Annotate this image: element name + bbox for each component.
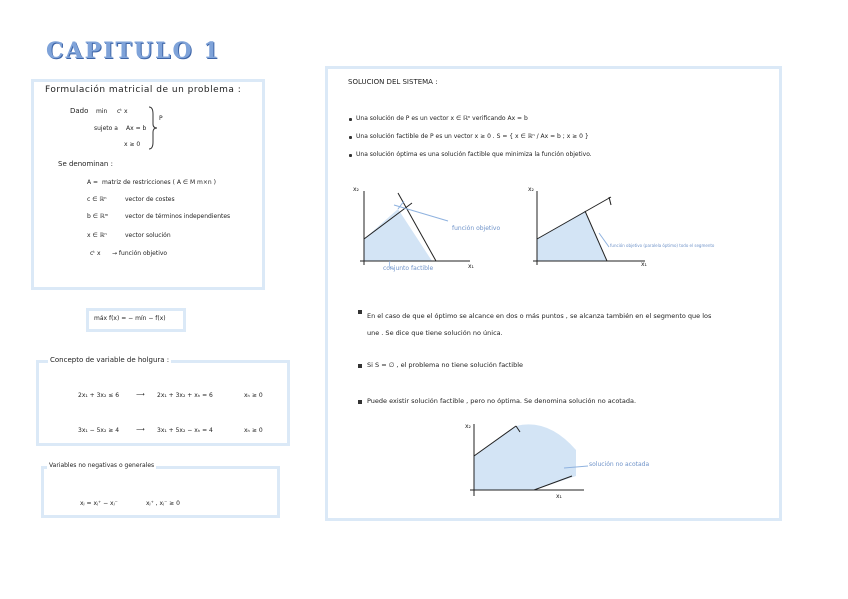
bullet-icon bbox=[349, 154, 352, 157]
bullet-icon bbox=[358, 310, 362, 314]
graph1-x1-label: x₁ bbox=[468, 263, 474, 270]
def-sym: b ∈ ℝᵐ bbox=[87, 213, 109, 220]
def-sym: A = bbox=[87, 179, 99, 186]
holgura-row2-cond: xₕ ≥ 0 bbox=[244, 427, 263, 434]
nonneg-expr: x ≥ 0 bbox=[124, 141, 141, 148]
holgura-row1-right: 2x₁ + 3x₂ + xₕ = 6 bbox=[157, 392, 213, 399]
graph-unbounded bbox=[460, 420, 600, 500]
note-unbounded: Puede existir solución factible , pero no óptima. Se denomina solución no acotada. bbox=[367, 397, 637, 405]
no-negativas-box bbox=[41, 466, 280, 518]
holgura-row2-right: 3x₁ + 5x₂ − xₕ = 4 bbox=[157, 427, 213, 434]
def-desc: vector de costes bbox=[125, 196, 175, 203]
def-desc: → función objetivo bbox=[112, 250, 168, 257]
solucion-heading: SOLUCION DEL SISTEMA : bbox=[348, 78, 438, 86]
constraint-expr: Ax = b bbox=[126, 125, 147, 132]
chapter-title: CAPITULO 1 bbox=[46, 38, 221, 64]
graph1-region-label: conjunto factible bbox=[383, 265, 434, 272]
dado-label: Dado bbox=[70, 107, 89, 115]
note-text bbox=[367, 308, 722, 342]
holgura-heading: Concepto de variable de holgura : bbox=[50, 356, 170, 364]
holgura-row1-cond: xₕ ≥ 0 bbox=[244, 392, 263, 399]
arrow-icon: ⟶ bbox=[136, 391, 145, 398]
objective-expr: cᵗ x bbox=[117, 108, 128, 115]
def-desc: matriz de restricciones ( A ∈ M m×n ) bbox=[102, 179, 216, 186]
solucion-bullet-text: Una solución factible de P es un vector x ≥ 0 . S = { x ∈ ℝⁿ / Ax = b ; x ≥ 0 } bbox=[356, 133, 589, 140]
graph1-x2-label: x₂ bbox=[353, 186, 359, 193]
bullet-icon bbox=[349, 136, 352, 139]
bullet-icon bbox=[349, 118, 352, 121]
graph2-annotation: función objetivo (paralela óptimo) todo el segmento bbox=[610, 243, 715, 248]
min-label: min bbox=[96, 108, 108, 115]
def-sym: cᵗ x bbox=[90, 250, 101, 257]
def-desc: vector solución bbox=[125, 232, 171, 239]
note-infeasible: Si S = ∅ , el problema no tiene solución factible bbox=[367, 361, 524, 369]
holgura-row2-left: 3x₁ − 5x₂ ≥ 4 bbox=[78, 427, 120, 434]
sujeto-label: sujeto a bbox=[94, 125, 118, 132]
no-negativas-cond: xⱼ⁺ , xⱼ⁻ ≥ 0 bbox=[146, 500, 180, 507]
holgura-row1-left: 2x₁ + 3x₂ ≤ 6 bbox=[78, 392, 120, 399]
solucion-bullet-text: Una solución óptima es una solución factible que minimiza la función objetivo. bbox=[356, 151, 592, 158]
graph3-x1-label: x₁ bbox=[556, 493, 562, 500]
p-label: P bbox=[159, 115, 163, 122]
arrow-icon: ⟶ bbox=[136, 426, 145, 433]
solucion-bullet-text: Una solución de P es un vector x ∈ ℝⁿ verificando Ax = b bbox=[356, 115, 528, 122]
def-desc: vector de términos independientes bbox=[125, 213, 231, 220]
formulacion-heading: Formulación matricial de un problema : bbox=[45, 85, 242, 95]
graph3-annotation: solución no acotada bbox=[589, 461, 650, 468]
bullet-icon bbox=[358, 400, 362, 404]
graph2-x1-label: x₁ bbox=[641, 261, 647, 268]
no-negativas-heading: Variables no negativas o generales bbox=[49, 462, 155, 469]
se-denominan-label: Se denominan : bbox=[58, 160, 113, 168]
graph3-x2-label: x₂ bbox=[465, 423, 471, 430]
note-multiple-optimum: En el caso de que el óptimo se alcance en dos o más puntos , se alcanza también en el segmento que los une . Se dice que tiene solución no única. bbox=[367, 312, 712, 337]
brace-icon bbox=[148, 106, 158, 150]
def-sym: x ∈ ℝⁿ bbox=[87, 232, 107, 239]
graph1-objective-label: función objetivo bbox=[452, 225, 501, 232]
def-sym: c ∈ ℝⁿ bbox=[87, 196, 107, 203]
graph2-x2-label: x₂ bbox=[528, 186, 534, 193]
no-negativas-eq: xⱼ = xⱼ⁺ − xⱼ⁻ bbox=[80, 500, 118, 507]
maxmin-formula: máx f(x) = − mín − f(x) bbox=[94, 315, 166, 322]
bullet-icon bbox=[358, 364, 362, 368]
